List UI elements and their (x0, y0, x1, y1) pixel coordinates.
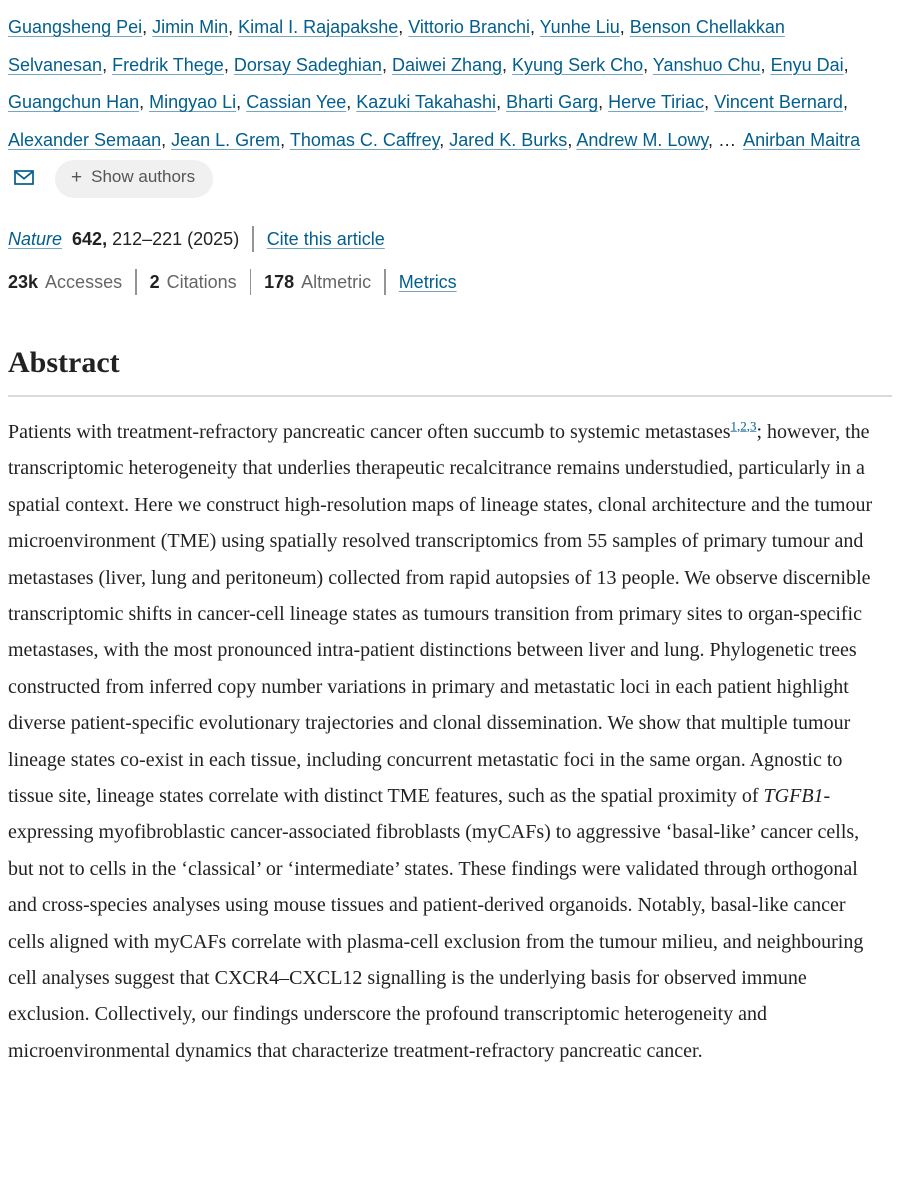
accesses-label: Accesses (45, 272, 123, 293)
abstract-text (8, 414, 884, 1069)
author-link[interactable]: Benson Chellakkan Selvanesan (8, 17, 785, 75)
accesses-metric (8, 272, 122, 292)
author-link[interactable]: Yunhe Liu (539, 17, 620, 37)
author-link[interactable]: Daiwei Zhang (391, 54, 503, 75)
author-link[interactable]: Kyung Serk Cho (512, 54, 644, 75)
author-link[interactable]: Mingyao Li (149, 92, 237, 113)
author-link[interactable]: Fredrik Thege (112, 54, 224, 75)
author-link[interactable]: Alexander Semaan (8, 129, 162, 150)
altmetric-label: Altmetric (301, 272, 372, 293)
abstract-text-run: ; however, the transcriptomic heterogeneity that underlies therapeutic recalcitrance remains understudied, particularly in a spatial context. Here we construct high-resolution maps of lineage states, clonal architecture and the tumour microenvironment (TME) using spatially resolved transcriptomics from 55 samples of primary tumour and metastases (liver, lung and peritoneum) collected from rapid autopsies of 13 people. We observe discernible transcriptomic shifts in cancer-cell lineage states as tumours transition from primary sites to organ-specific metastases, with the most pronounced intra-patient distinctions between liver and lung. Phylogenetic trees constructed from inferred copy number variations in primary and metastatic loci in each patient highlight diverse patient-specific evolutionary trajectories and clonal dissemination. We show that multiple tumour lineage states co-exist in each tissue, including concurrent metastatic foci in the same organ. Agnostic to tissue site, lineage states correlate with distinct TME features, such as the spatial proximity of (8, 421, 873, 807)
gene-symbol-italic: TGFB1 (763, 784, 824, 807)
journal-citation-line (8, 226, 884, 252)
accesses-value: 23k (8, 272, 39, 293)
citations-value: 2 (149, 272, 160, 293)
author-link[interactable]: Thomas C. Caffrey (289, 129, 440, 150)
altmetric-metric (264, 272, 371, 292)
abstract-heading: Abstract (8, 346, 120, 380)
reference-link[interactable]: 1 (730, 418, 737, 434)
abstract-text-run: Patients with treatment-refractory pancreatic cancer often succumb to systemic metastases (8, 421, 731, 444)
author-link[interactable]: Yanshuo Chu (652, 54, 761, 75)
altmetric-value: 178 (264, 272, 295, 293)
section-divider (8, 395, 892, 397)
author-link[interactable]: Kimal I. Rajapakshe (238, 17, 399, 37)
citations-label: Citations (166, 272, 237, 293)
reference-link[interactable]: 3 (749, 418, 757, 434)
author-link[interactable]: Guangsheng Pei (8, 17, 143, 37)
author-link[interactable]: Enyu Dai (770, 54, 844, 75)
email-icon[interactable] (14, 161, 34, 199)
reference-citations: 1,2,3 (730, 418, 757, 434)
abstract-text-run: -expressing myofibroblastic cancer-associated fibroblasts (myCAFs) to aggressive ‘basal-like’ cancer cells, but not to cells in the ‘classical’ or ‘intermediate’ states. These findings were validated through orthogonal and cross-species analyses using mouse tissues and patient-derived organoids. Notably, basal-like cancer cells aligned with myCAFs correlate with plasma-cell exclusion from the tumour milieu, and neighbouring cell analyses suggest that CXCR4–CXCL12 signalling is the underlying basis for observed immune exclusion. Collectively, our findings underscore the profound transcriptomic heterogeneity and microenvironmental dynamics that characterize treatment-refractory pancreatic cancer. (8, 784, 864, 1062)
metrics-link[interactable]: Metrics (398, 272, 457, 293)
separator-bar (135, 269, 137, 295)
plus-icon: + (71, 166, 83, 188)
corresponding-author-link[interactable]: Anirban Maitra (743, 129, 861, 150)
author-link[interactable]: Jimin Min (152, 17, 229, 37)
author-link[interactable]: Kazuki Takahashi (356, 92, 497, 113)
author-names: Guangsheng Pei, Jimin Min, Kimal I. Rajapakshe, Vittorio Branchi, Yunhe Liu, Benson Chellakkan Selvanesan, Fredrik Thege, Dorsay Sadeghian, Daiwei Zhang, Kyung Serk Cho, Yanshuo Chu, Enyu Dai, Guangchun Han, Mingyao Li, Cassian Yee, Kazuki Takahashi, Bharti Garg, Herve Tiriac, Vincent Bernard, Alexander Semaan, Jean L. Grem, Thomas C. Caffrey, Jared K. Burks, Andrew M. Lowy, (8, 17, 849, 150)
cite-article-link[interactable]: Cite this article (266, 229, 385, 250)
journal-link[interactable]: Nature (8, 229, 63, 250)
author-link[interactable]: Jared K. Burks (449, 129, 568, 150)
page-range: 212–221 (2025) (112, 229, 240, 250)
author-link[interactable]: Vincent Bernard (714, 92, 843, 113)
author-list (8, 9, 884, 199)
author-link[interactable]: Andrew M. Lowy (576, 129, 709, 150)
author-link[interactable]: Guangchun Han (8, 92, 140, 113)
abstract-section (8, 346, 884, 1069)
reference-link[interactable]: 2 (740, 418, 747, 434)
author-link[interactable]: Vittorio Branchi (408, 17, 530, 37)
separator-bar (252, 226, 254, 252)
author-link[interactable]: Dorsay Sadeghian (233, 54, 382, 75)
authors-ellipsis: … (718, 129, 737, 150)
show-authors-label: Show authors (91, 166, 196, 186)
author-link[interactable]: Bharti Garg (506, 92, 599, 113)
citations-metric (150, 272, 237, 292)
author-link[interactable]: Herve Tiriac (608, 92, 705, 113)
volume-number: 642, (72, 229, 108, 250)
author-link[interactable]: Jean L. Grem (171, 129, 281, 150)
metrics-bar (8, 269, 884, 295)
show-authors-button[interactable] (55, 160, 213, 198)
separator-bar (250, 269, 252, 295)
separator-bar (384, 269, 386, 295)
author-link[interactable]: Cassian Yee (246, 92, 347, 113)
